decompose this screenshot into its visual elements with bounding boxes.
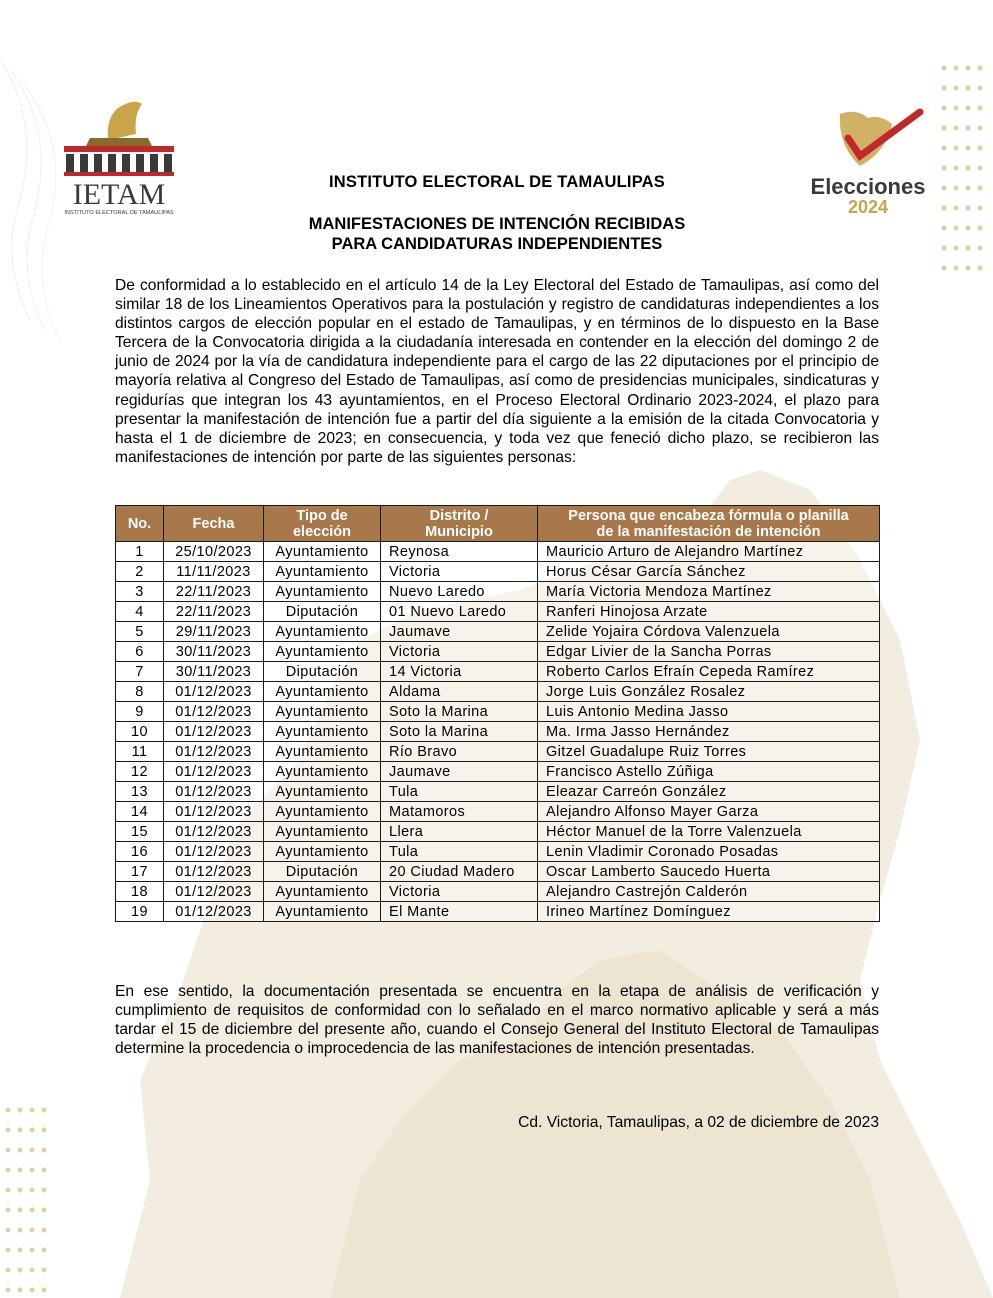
cell-fecha: 01/12/2023 (164, 802, 264, 822)
table-row (116, 722, 880, 742)
cell-distrito: Río Bravo (381, 742, 538, 762)
elecciones-wordmark: Elecciones (810, 174, 926, 199)
cell-distrito: Soto la Marina (381, 722, 538, 742)
cell-tipo: Ayuntamiento (264, 762, 381, 782)
cell-tipo: Ayuntamiento (264, 582, 381, 602)
ietam-logo (56, 100, 182, 218)
cell-fecha: 01/12/2023 (164, 902, 264, 922)
cell-no: 17 (116, 862, 164, 882)
cell-persona: Luis Antonio Medina Jasso (538, 702, 880, 722)
table-row (116, 642, 880, 662)
table-row (116, 802, 880, 822)
cell-tipo: Diputación (264, 862, 381, 882)
cell-distrito: Jaumave (381, 762, 538, 782)
table-row (116, 602, 880, 622)
cell-fecha: 01/12/2023 (164, 702, 264, 722)
table-row (116, 622, 880, 642)
cell-distrito: Nuevo Laredo (381, 582, 538, 602)
table-row (116, 902, 880, 922)
cell-persona: Héctor Manuel de la Torre Valenzuela (538, 822, 880, 842)
cell-persona: Alejandro Castrejón Calderón (538, 882, 880, 902)
cell-persona: Mauricio Arturo de Alejandro Martínez (538, 542, 880, 562)
col-header-fecha: Fecha (164, 506, 264, 542)
table-row (116, 842, 880, 862)
cell-tipo: Ayuntamiento (264, 622, 381, 642)
cell-no: 2 (116, 562, 164, 582)
cell-distrito: Soto la Marina (381, 702, 538, 722)
cell-tipo: Ayuntamiento (264, 702, 381, 722)
cell-fecha: 01/12/2023 (164, 722, 264, 742)
table-header-row (116, 506, 880, 542)
table-row (116, 882, 880, 902)
cell-persona: Irineo Martínez Domínguez (538, 902, 880, 922)
cell-tipo: Ayuntamiento (264, 722, 381, 742)
cell-distrito: Matamoros (381, 802, 538, 822)
cell-distrito: Tula (381, 782, 538, 802)
col-header-distrito: Distrito / Municipio (381, 506, 538, 542)
cell-fecha: 01/12/2023 (164, 862, 264, 882)
cell-fecha: 30/11/2023 (164, 662, 264, 682)
cell-persona: Roberto Carlos Efraín Cepeda Ramírez (538, 662, 880, 682)
cell-distrito: Victoria (381, 642, 538, 662)
cell-tipo: Diputación (264, 662, 381, 682)
cell-no: 6 (116, 642, 164, 662)
organization-name: INSTITUTO ELECTORAL DE TAMAULIPAS (329, 173, 665, 191)
cell-no: 13 (116, 782, 164, 802)
cell-persona: Ranferi Hinojosa Arzate (538, 602, 880, 622)
cell-persona: Lenin Vladimir Coronado Posadas (538, 842, 880, 862)
cell-tipo: Ayuntamiento (264, 882, 381, 902)
table-row (116, 582, 880, 602)
cell-distrito: 14 Victoria (381, 662, 538, 682)
cell-tipo: Ayuntamiento (264, 842, 381, 862)
intro-paragraph: De conformidad a lo establecido en el artículo 14 de la Ley Electoral del Estado de Tamaulipas, así como del similar 18 de los Lineamientos Operativos para la postulación y registro de candidaturas independientes a los distintos cargos de elección popular en el estado de Tamaulipas, y en términos de lo dispuesto en la Base Tercera de la Convocatoria dirigida a la ciudadanía interesada en contender en la elección del domingo 2 de junio de 2024 por la vía de candidatura independiente para el cargo de las 22 diputaciones por el principio de mayoría relativa al Congreso del Estado de Tamaulipas, así como de presidencias municipales, sindicaturas y regidurías que integran los 43 ayuntamientos, en el Proceso Electoral Ordinario 2023-2024, el plazo para presentar la manifestación de intención fue a partir del día siguiente a la emisión de la citada Convocatoria y hasta el 1 de diciembre de 2023; en consecuencia, y toda vez que feneció dicho plazo, se recibieron las manifestaciones de intención por parte de las siguientes personas: (115, 277, 879, 466)
cell-fecha: 22/11/2023 (164, 582, 264, 602)
table-row (116, 862, 880, 882)
cell-fecha: 01/12/2023 (164, 842, 264, 862)
cell-persona: Francisco Astello Zúñiga (538, 762, 880, 782)
cell-distrito: 20 Ciudad Madero (381, 862, 538, 882)
table-row (116, 762, 880, 782)
cell-no: 8 (116, 682, 164, 702)
cell-fecha: 11/11/2023 (164, 562, 264, 582)
cell-tipo: Ayuntamiento (264, 742, 381, 762)
cell-tipo: Diputación (264, 602, 381, 622)
table-row (116, 702, 880, 722)
cell-no: 12 (116, 762, 164, 782)
cell-distrito: Victoria (381, 882, 538, 902)
cell-tipo: Ayuntamiento (264, 802, 381, 822)
cell-tipo: Ayuntamiento (264, 902, 381, 922)
cell-persona: Eleazar Carreón González (538, 782, 880, 802)
cell-fecha: 01/12/2023 (164, 762, 264, 782)
cell-fecha: 01/12/2023 (164, 882, 264, 902)
cell-distrito: Jaumave (381, 622, 538, 642)
table-row (116, 562, 880, 582)
cell-persona: Jorge Luis González Rosalez (538, 682, 880, 702)
cell-distrito: El Mante (381, 902, 538, 922)
ietam-subtext: INSTITUTO ELECTORAL DE TAMAULIPAS (64, 210, 174, 216)
cell-fecha: 22/11/2023 (164, 602, 264, 622)
document-title-line-1: MANIFESTACIONES DE INTENCIÓN RECIBIDAS (308, 215, 686, 233)
cell-fecha: 29/11/2023 (164, 622, 264, 642)
cell-no: 3 (116, 582, 164, 602)
cell-distrito: Llera (381, 822, 538, 842)
cell-fecha: 01/12/2023 (164, 682, 264, 702)
table-row (116, 742, 880, 762)
col-header-no: No. (116, 506, 164, 542)
manifestations-table (115, 505, 880, 922)
cell-tipo: Ayuntamiento (264, 782, 381, 802)
cell-tipo: Ayuntamiento (264, 642, 381, 662)
cell-fecha: 01/12/2023 (164, 822, 264, 842)
cell-no: 19 (116, 902, 164, 922)
cell-no: 16 (116, 842, 164, 862)
cell-persona: María Victoria Mendoza Martínez (538, 582, 880, 602)
cell-no: 10 (116, 722, 164, 742)
cell-tipo: Ayuntamiento (264, 822, 381, 842)
cell-tipo: Ayuntamiento (264, 562, 381, 582)
cell-tipo: Ayuntamiento (264, 542, 381, 562)
table-row (116, 662, 880, 682)
col-header-tipo: Tipo de elección (264, 506, 381, 542)
table-row (116, 542, 880, 562)
elecciones-year: 2024 (847, 197, 889, 216)
closing-paragraph: En ese sentido, la documentación presentada se encuentra en la etapa de análisis de verificación y cumplimiento de requisitos de conformidad con lo señalado en el marco normativo aplicable y será a más tardar el 15 de diciembre del presente año, cuando el Consejo General del Instituto Electoral de Tamaulipas determine la procedencia o improcedencia de las manifestaciones de intención presentadas. (115, 983, 879, 1058)
cell-no: 11 (116, 742, 164, 762)
cell-distrito: Tula (381, 842, 538, 862)
cell-no: 14 (116, 802, 164, 822)
table-body (116, 542, 880, 922)
cell-no: 18 (116, 882, 164, 902)
decorative-dots-top-right (938, 60, 988, 286)
cell-distrito: Victoria (381, 562, 538, 582)
cell-distrito: 01 Nuevo Laredo (381, 602, 538, 622)
ietam-wordmark: IETAM (72, 178, 166, 211)
cell-no: 1 (116, 542, 164, 562)
document-title-line-2: PARA CANDIDATURAS INDEPENDIENTES (331, 235, 663, 253)
cell-persona: Alejandro Alfonso Mayer Garza (538, 802, 880, 822)
cell-persona: Ma. Irma Jasso Hernández (538, 722, 880, 742)
cell-fecha: 01/12/2023 (164, 742, 264, 762)
decorative-dots-bottom-left (2, 1104, 52, 1298)
cell-distrito: Reynosa (381, 542, 538, 562)
cell-no: 9 (116, 702, 164, 722)
elecciones-2024-logo (800, 104, 936, 216)
col-header-persona: Persona que encabeza fórmula o planilla de la manifestación de intención (538, 506, 880, 542)
cell-fecha: 25/10/2023 (164, 542, 264, 562)
cell-persona: Zelide Yojaira Córdova Valenzuela (538, 622, 880, 642)
cell-persona: Edgar Livier de la Sancha Porras (538, 642, 880, 662)
cell-persona: Oscar Lamberto Saucedo Huerta (538, 862, 880, 882)
cell-persona: Gitzel Guadalupe Ruiz Torres (538, 742, 880, 762)
cell-distrito: Aldama (381, 682, 538, 702)
table-row (116, 682, 880, 702)
cell-no: 5 (116, 622, 164, 642)
table-row (116, 822, 880, 842)
document-title (115, 214, 879, 254)
place-and-date: Cd. Victoria, Tamaulipas, a 02 de diciembre de 2023 (518, 1114, 879, 1131)
cell-no: 15 (116, 822, 164, 842)
cell-fecha: 30/11/2023 (164, 642, 264, 662)
cell-fecha: 01/12/2023 (164, 782, 264, 802)
cell-no: 7 (116, 662, 164, 682)
cell-no: 4 (116, 602, 164, 622)
cell-tipo: Ayuntamiento (264, 682, 381, 702)
cell-persona: Horus César García Sánchez (538, 562, 880, 582)
table-row (116, 782, 880, 802)
